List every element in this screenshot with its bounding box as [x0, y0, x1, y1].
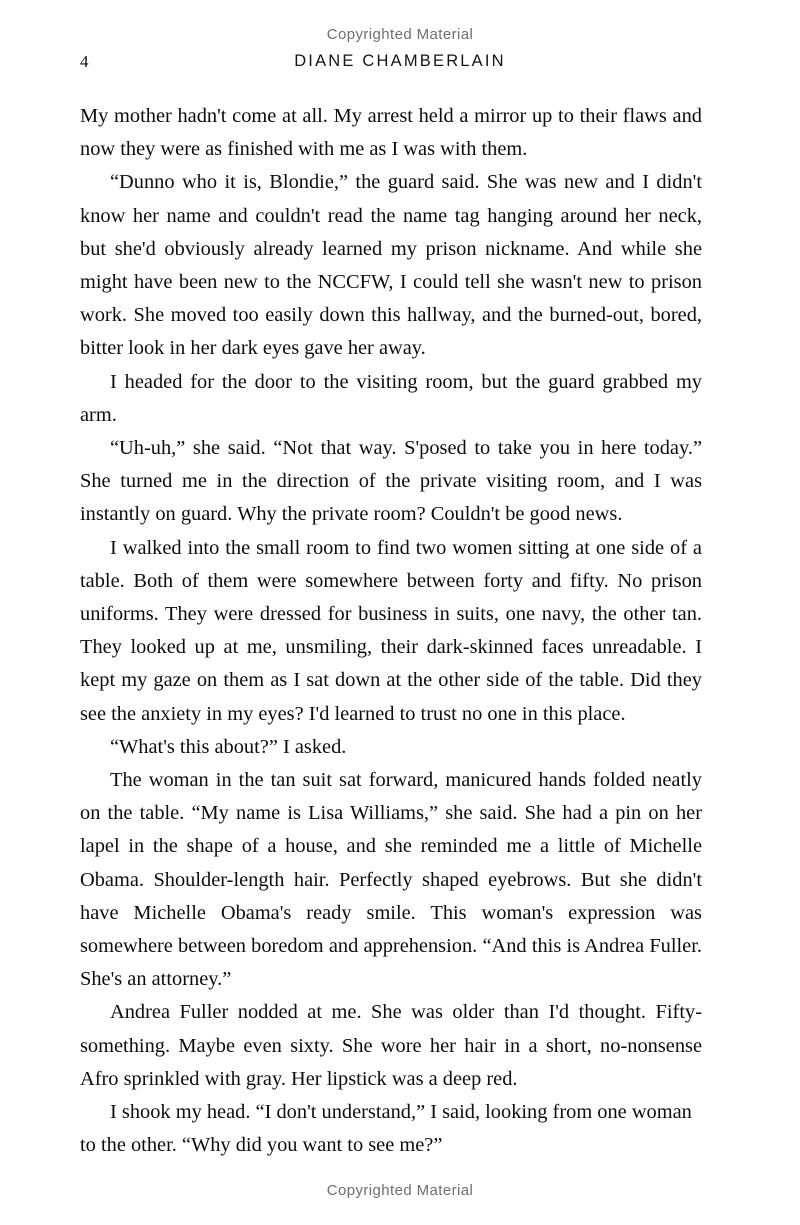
paragraph: The woman in the tan suit sat forward, manicured hands folded neatly on the table. “My name is Lisa Williams,” she said. She had a pin on her lapel in the shape of a house, and she reminded me a little of Michelle Obama. Shoulder-length hair. Perfectly shaped eyebrows. But she didn't have Michelle Obama's ready smile. This woman's expression was somewhere between boredom and apprehension. “And this is Andrea Fuller. She's an attorney.” — [80, 769, 702, 991]
author-running-head: DIANE CHAMBERLAIN — [294, 52, 506, 70]
paragraph: I shook my head. “I don't understand,” I said, looking from one woman to the other. “Why did you want to see me?” — [80, 1101, 692, 1157]
paragraph: Andrea Fuller nodded at me. She was older than I'd thought. Fifty-something. Maybe even sixty. She wore her hair in a short, no-nonsense Afro sprinkled with gray. Her lipstick was a deep red. — [80, 1001, 702, 1090]
running-head — [80, 52, 720, 74]
paragraph: I headed for the door to the visiting room, but the guard grabbed my arm. — [80, 370, 702, 426]
paragraph: “Uh-uh,” she said. “Not that way. S'posed to take you in here today.” She turned me in the direction of the private visiting room, and I was instantly on guard. Why the private room? Couldn't be good news. — [80, 437, 702, 526]
paragraph: My mother hadn't come at all. My arrest held a mirror up to their flaws and now they were as finished with me as I was with them. — [80, 105, 702, 161]
copyright-watermark-bottom: Copyrighted Material — [326, 1182, 474, 1199]
paragraph: “What's this about?” I asked. — [110, 735, 347, 758]
body-text — [80, 100, 702, 1163]
paragraph: I walked into the small room to find two women sitting at one side of a table. Both of them were somewhere between forty and fifty. No prison uniforms. They were dressed for business in suits, one navy, the other tan. They looked up at me, unsmiling, their dark-skinned faces unreadable. I kept my gaze on them as I sat down at the other side of the table. Did they see the anxiety in my eyes? I'd learned to trust no one in this place. — [80, 536, 702, 725]
copyright-watermark-top: Copyrighted Material — [326, 26, 474, 43]
paragraph: “Dunno who it is, Blondie,” the guard said. She was new and I didn't know her name and couldn't read the name tag hanging around her neck, but she'd obviously already learned my prison nickname. And while she might have been new to the NCCFW, I could tell she wasn't new to prison work. She moved too easily down this hallway, and the burned-out, bored, bitter look in her dark eyes gave her away. — [80, 171, 702, 360]
page-number: 4 — [80, 52, 89, 71]
